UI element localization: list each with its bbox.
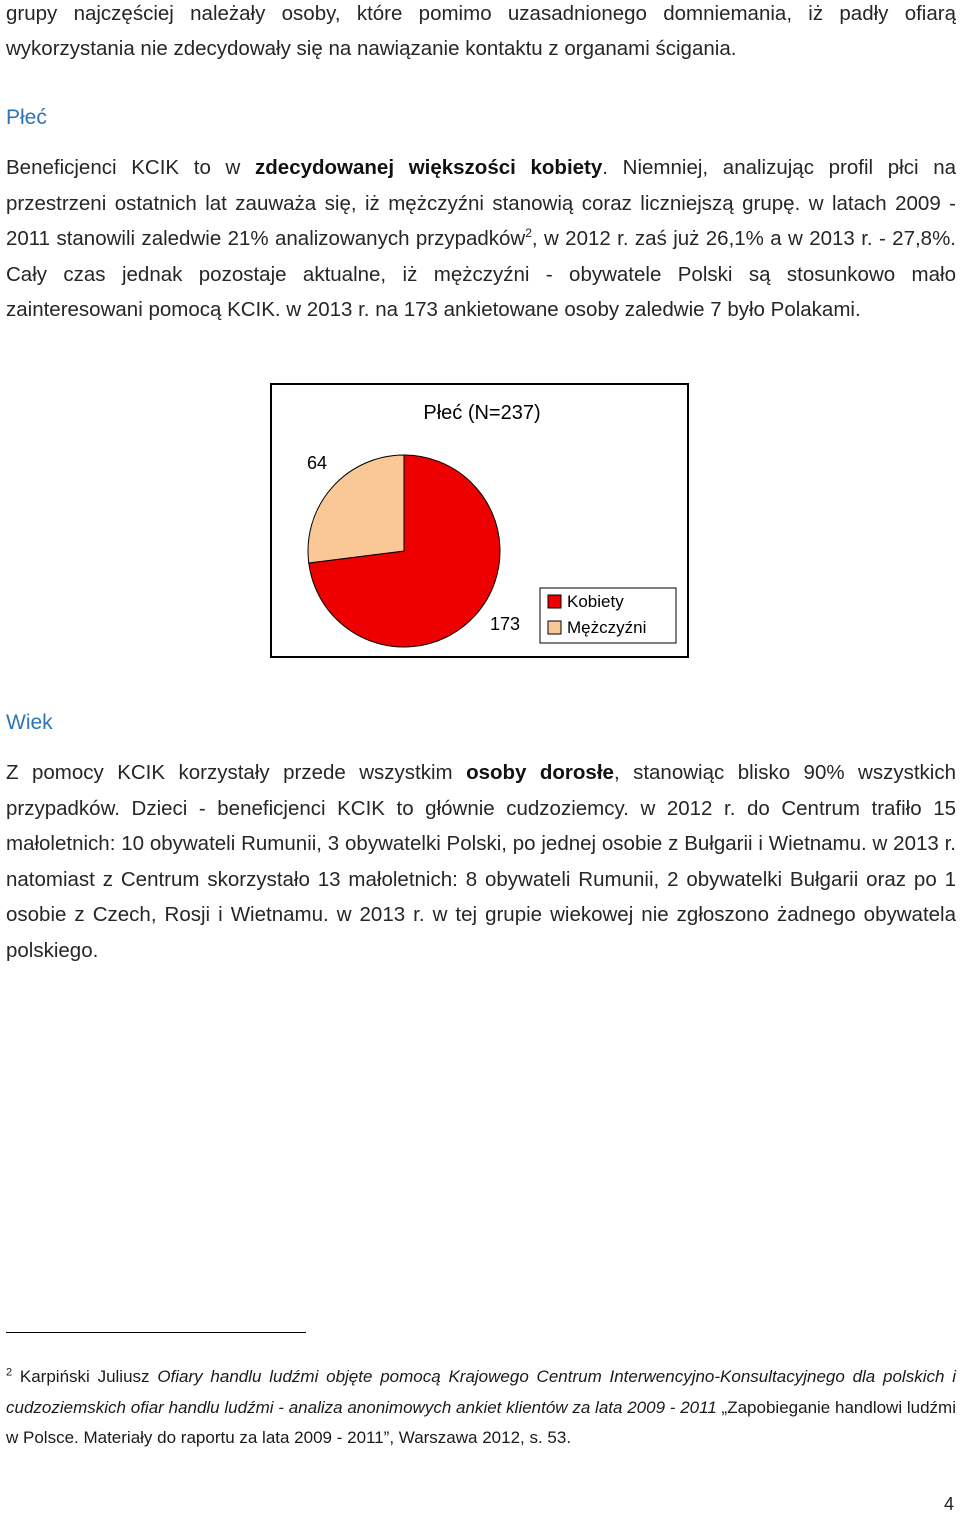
plec-text-1: Beneficjenci KCIK to w (6, 156, 256, 179)
plec-text-2: . Niemniej, analizując profil płci na przestrzeni ostatnich lat zauważa się, iż mężczyźni stanowią coraz liczniejszą grupę. w latach 2009 - 2011 stanowili zaledwie 21% analizowanych przypadków (6, 156, 957, 250)
wiek-paragraph (6, 755, 956, 968)
legend-swatch-mezczyzni (548, 621, 561, 634)
chart-legend (540, 588, 676, 643)
legend-label-mezczyzni: Mężczyźni (567, 618, 647, 637)
gender-pie-chart (270, 383, 689, 658)
wiek-text-1: Z pomocy KCIK korzystały przede wszystkim (6, 761, 467, 784)
intro-line-2: wykorzystania nie zdecydowały się na nawiązanie kontaktu z organami ścigania. (6, 37, 737, 60)
legend-label-kobiety: Kobiety (567, 592, 624, 611)
pie-chart-svg (272, 385, 687, 656)
footnote-number: 2 (6, 1366, 13, 1379)
wiek-bold-1: osoby dorosłe (466, 761, 614, 784)
page-number: 4 (943, 1494, 954, 1514)
section-heading-wiek: Wiek (6, 711, 53, 734)
footnote-author: Karpiński Juliusz (12, 1367, 158, 1386)
pie-data-label-mezczyzni: 64 (306, 453, 328, 473)
footnote-ref[interactable]: 2 (525, 226, 532, 241)
footnote-separator (6, 1332, 306, 1333)
legend-swatch-kobiety (548, 595, 561, 608)
chart-title: Płeć (N=237) (423, 402, 541, 424)
intro-line-1: grupy najczęściej należały osoby, które pomimo uzasadnionego domniemania, iż padły ofiarą (6, 2, 956, 25)
section-heading-plec: Płeć (6, 106, 47, 129)
plec-bold-1: zdecydowanej większości kobiety (255, 156, 603, 179)
plec-text-3: , w 2012 r. zaś już 26,1% a w 2013 r. - 27,8%. Cały czas jednak pozostaje aktualne, iż mężczyźni - obywatele Polski są stosunkowo mało zainteresowani pomocą KCIK. w 2013 r. na 173 ankietowane osoby zaledwie 7 było Polakami. (6, 227, 956, 321)
footnote (6, 1362, 956, 1454)
pie-data-label-kobiety: 173 (489, 614, 521, 634)
plec-paragraph (6, 150, 956, 328)
wiek-text-2: , stanowiąc blisko 90% wszystkich przypadków. Dzieci - beneficjenci KCIK to głównie cudzoziemcy. w 2012 r. do Centrum trafiło 15 małoletnich: 10 obywateli Rumunii, 3 obywatelki Polski, po jednej osobie z Bułgarii i Wietnamu. w 2013 r. natomiast z Centrum skorzystało 13 małoletnich: 8 obywateli Rumunii, 2 obywatelki Bułgarii oraz po 1 osobie z Czech, Rosji i Wietnamu. w 2013 r. w tej grupie wiekowej nie zgłoszono żadnego obywatela polskiego. (6, 761, 956, 962)
intro-paragraph (6, 0, 956, 32)
intro-paragraph-line-2 (6, 31, 956, 67)
footnote-rest: „Zapobieganie handlowi ludźmi w Polsce. Materiały do raportu za lata 2009 - 2011”, Warszawa 2012, s. 53. (6, 1397, 956, 1447)
footnote-title: Ofiary handlu ludźmi objęte pomocą Krajowego Centrum Interwencyjno-Konsultacyjnego dla polskich i cudzoziemskich ofiar handlu ludźmi - analiza anonimowych ankiet klientów za lata 2009 - 2011 (6, 1367, 956, 1417)
